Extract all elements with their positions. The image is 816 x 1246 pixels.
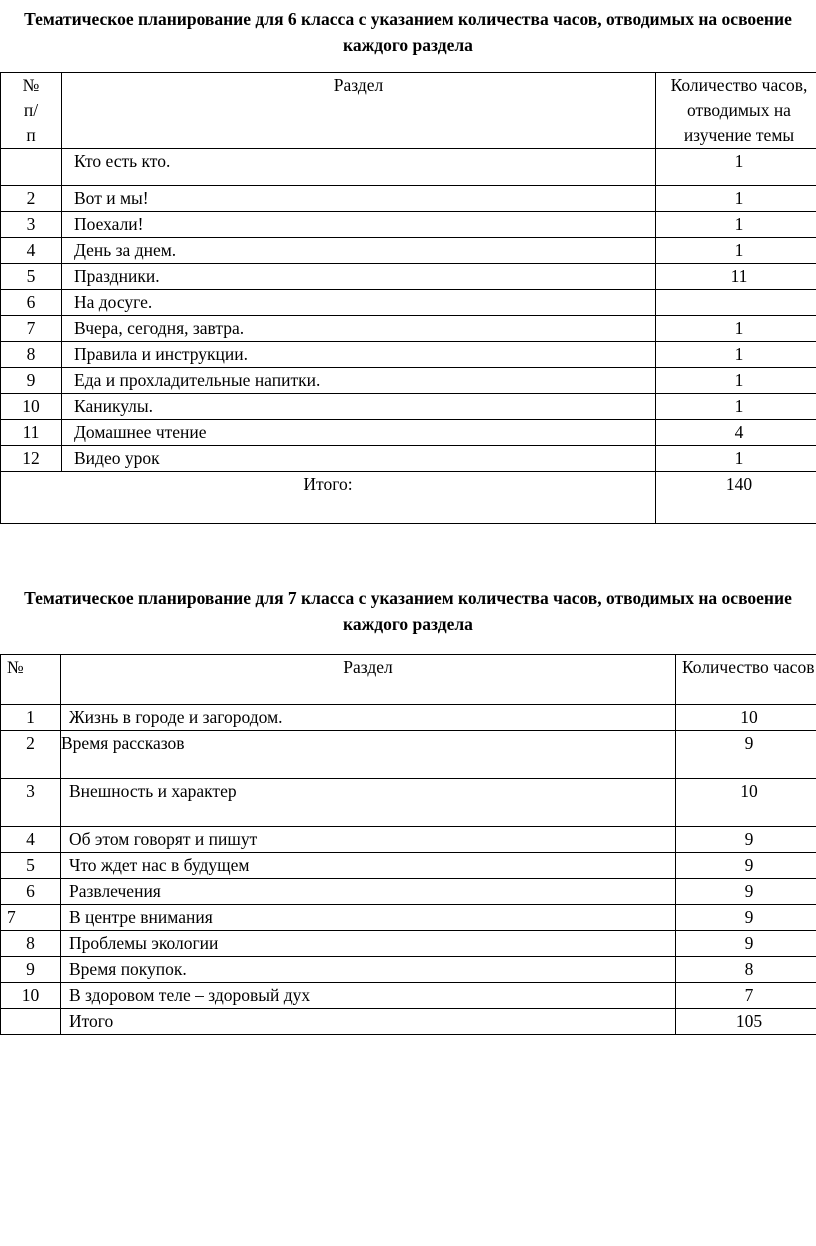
row-section: Поехали! — [62, 212, 656, 238]
row-hours: 1 — [656, 212, 816, 238]
table-row — [1, 853, 816, 879]
row-section: Время покупок. — [61, 957, 676, 983]
table-row — [1, 212, 816, 238]
table-row — [1, 186, 816, 212]
table-row — [1, 879, 816, 905]
header-hours: Количество часов — [676, 655, 816, 705]
table-row — [1, 957, 816, 983]
grade7-title: Тематическое планирование для 7 класса с указанием количества часов, отводимых на освоение каждого раздела — [24, 588, 792, 634]
row-hours: 9 — [676, 853, 816, 879]
table-header-row — [1, 655, 816, 705]
total-row — [1, 472, 816, 524]
row-hours: 1 — [656, 186, 816, 212]
table-row — [1, 905, 816, 931]
row-num: 8 — [1, 931, 61, 957]
row-section: Внешность и характер — [61, 779, 676, 827]
row-hours: 1 — [656, 368, 816, 394]
row-num: 7 — [1, 316, 62, 342]
row-hours: 8 — [676, 957, 816, 983]
row-num: 6 — [1, 879, 61, 905]
table-row — [1, 342, 816, 368]
row-num: 12 — [1, 446, 62, 472]
row-hours: 10 — [676, 705, 816, 731]
total-label: Итого: — [1, 472, 656, 524]
total-row — [1, 1009, 816, 1035]
row-hours: 7 — [676, 983, 816, 1009]
row-section: На досуге. — [62, 290, 656, 316]
table-header-row — [1, 73, 816, 149]
row-num: 3 — [1, 212, 62, 238]
row-hours: 1 — [656, 446, 816, 472]
table-row — [1, 705, 816, 731]
total-value: 105 — [676, 1009, 816, 1035]
row-hours: 1 — [656, 149, 816, 186]
row-section: Проблемы экологии — [61, 931, 676, 957]
row-num: 7 — [1, 905, 61, 931]
row-hours: 11 — [656, 264, 816, 290]
row-hours: 1 — [656, 342, 816, 368]
total-value: 140 — [656, 472, 816, 524]
row-num: 9 — [1, 368, 62, 394]
table-row — [1, 446, 816, 472]
row-section: Об этом говорят и пишут — [61, 827, 676, 853]
row-section: День за днем. — [62, 238, 656, 264]
grade6-plan-table — [0, 72, 816, 524]
row-hours: 9 — [676, 931, 816, 957]
row-section: В центре внимания — [61, 905, 676, 931]
row-hours: 9 — [676, 827, 816, 853]
row-num: 9 — [1, 957, 61, 983]
table-row — [1, 264, 816, 290]
row-num: 3 — [1, 779, 61, 827]
table-row — [1, 420, 816, 446]
row-num: 6 — [1, 290, 62, 316]
row-hours: 1 — [656, 394, 816, 420]
row-section: Домашнее чтение — [62, 420, 656, 446]
table-row — [1, 827, 816, 853]
row-hours: 1 — [656, 238, 816, 264]
row-section: Праздники. — [62, 264, 656, 290]
row-section: Развлечения — [61, 879, 676, 905]
table-row — [1, 983, 816, 1009]
row-section: Каникулы. — [62, 394, 656, 420]
row-section: В здоровом теле – здоровый дух — [61, 983, 676, 1009]
row-num: 10 — [1, 394, 62, 420]
row-hours: 9 — [676, 905, 816, 931]
row-num: 1 — [1, 705, 61, 731]
row-hours: 1 — [656, 316, 816, 342]
header-num: № п/п — [1, 73, 62, 149]
row-hours: 4 — [656, 420, 816, 446]
row-num: 5 — [1, 853, 61, 879]
table-row — [1, 394, 816, 420]
row-section: Еда и прохладительные напитки. — [62, 368, 656, 394]
row-section: Жизнь в городе и загородом. — [61, 705, 676, 731]
row-num: 5 — [1, 264, 62, 290]
row-hours — [656, 290, 816, 316]
row-num: 10 — [1, 983, 61, 1009]
row-section: Вчера, сегодня, завтра. — [62, 316, 656, 342]
row-num: 11 — [1, 420, 62, 446]
table-row — [1, 238, 816, 264]
table-row — [1, 779, 816, 827]
grade6-title: Тематическое планирование для 6 класса с указанием количества часов, отводимых на освоение каждого раздела — [24, 9, 792, 55]
table-row — [1, 290, 816, 316]
row-hours: 10 — [676, 779, 816, 827]
row-hours: 9 — [676, 731, 816, 779]
total-label: Итого — [61, 1009, 676, 1035]
row-section: Кто есть кто. — [62, 149, 656, 186]
row-section: Время рассказов — [61, 731, 676, 779]
table-row — [1, 931, 816, 957]
row-section: Правила и инструкции. — [62, 342, 656, 368]
header-section: Раздел — [61, 655, 676, 705]
table-row — [1, 368, 816, 394]
row-hours: 9 — [676, 879, 816, 905]
row-num: 2 — [1, 186, 62, 212]
row-num: 4 — [1, 827, 61, 853]
row-section: Что ждет нас в будущем — [61, 853, 676, 879]
total-num-empty — [1, 1009, 61, 1035]
row-num: 4 — [1, 238, 62, 264]
header-num: № — [1, 655, 61, 705]
grade7-plan-table — [0, 654, 816, 1035]
row-section: Видео урок — [62, 446, 656, 472]
row-section: Вот и мы! — [62, 186, 656, 212]
row-num: 8 — [1, 342, 62, 368]
table-row — [1, 149, 816, 186]
header-section: Раздел — [62, 73, 656, 149]
table-row — [1, 731, 816, 779]
table-row — [1, 316, 816, 342]
row-num: 2 — [1, 731, 61, 779]
header-hours: Количество часов, отводимых на изучение темы — [656, 73, 816, 149]
row-num — [1, 149, 62, 186]
